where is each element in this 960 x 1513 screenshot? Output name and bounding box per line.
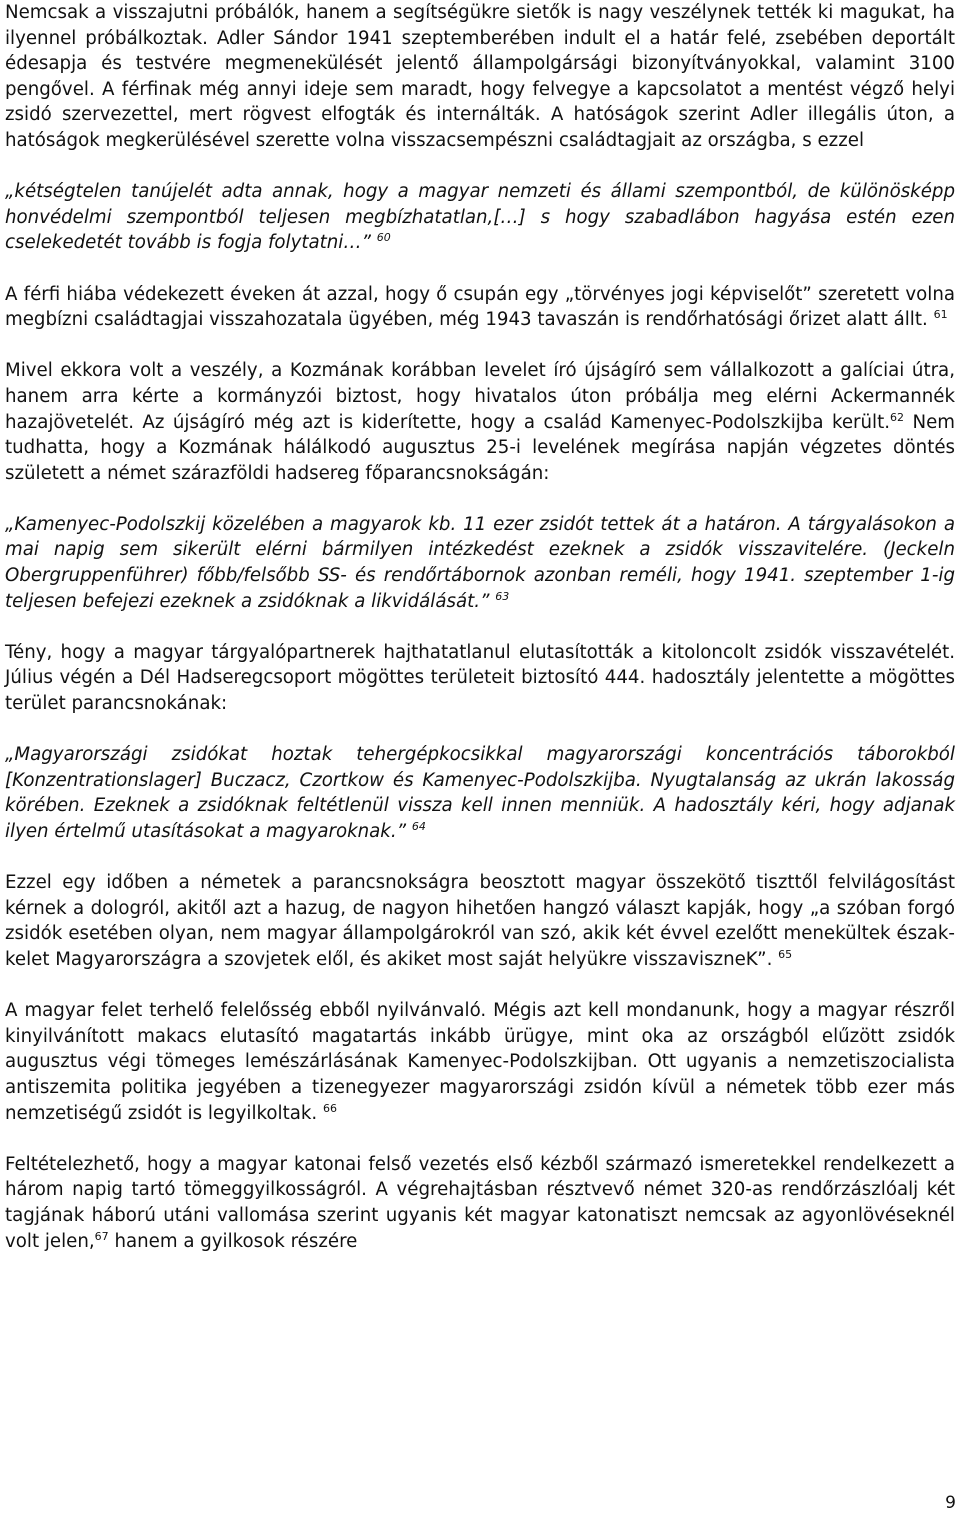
quote-2: [5, 512, 955, 614]
paragraph-text: A férfi hiába védekezett éveken át azzal, hogy ő csupán egy „törvényes jogi képviselőt” szeretett volna megbízni családtagjai visszahozatala ügyében, még 1943 tavaszán is rendőrhatósági őrizet alatt állt.: [5, 283, 955, 331]
footnote-ref-64[interactable]: 64: [411, 820, 426, 833]
paragraph-4: [5, 640, 955, 717]
paragraph-text: Ezzel egy időben a németek a parancsnokságra beosztott magyar összekötő tiszttől felvilágosítást kérnek a dologról, akitől azt a hazug, de nagyon hihetően hangzó választ kapják, hogy „a szóban forgó zsidók esetében olyan, nem magyar állampolgárokról van szó, akik két évvel ezelőtt menekültek észak-kelet Magyarországra a szovjetek elől, és akiket most saját helyükre visszaviszneK”.: [5, 872, 955, 970]
footnote-ref-63[interactable]: 63: [495, 589, 510, 603]
document-page: [5, 0, 955, 1254]
footnote-ref-62[interactable]: 62: [890, 410, 905, 424]
paragraph-continuation: hanem a gyilkosok részére: [108, 1230, 358, 1252]
paragraph-text: Nemcsak a visszajutni próbálók, hanem a segítségükre sietők is nagy veszélynek tették ki magukat, ha ilyennel próbálkoztak. Adler Sándor 1941 szeptemberében indult el a határ felé, zsebében deportált édesapja és testvére megmenekülését jelentő állampolgársági bizonyítványokkal, valamint 3100 pengővel. A férfinak még annyi ideje sem maradt, hogy felvegye a kapcsolatot a mentést végző helyi zsidó szervezettel, mert rögvest elfogták és internálták. A hatóságok szerint Adler illegális úton, a hatóságok megkerülésével szerette volna visszacsempészni családtagjait az országba, s ezzel: [5, 2, 955, 151]
paragraph-text: Feltételezhető, hogy a magyar katonai felső vezetés első kézből származó ismeretekkel rendelkezett a három napig tartó tömeggyilkosságról. A végrehajtásban résztvevő német 320-as rendőrzászlóalj két tagjának háború utáni vallomása szerint ugyanis két magyar katonatiszt nemcsak az agyonlövéseknél volt jelen,: [5, 1153, 955, 1252]
quote-3: [5, 742, 955, 844]
quote-1: [5, 179, 955, 256]
paragraph-2: [5, 282, 955, 333]
paragraph-7: [5, 1152, 955, 1254]
paragraph-6: [5, 998, 955, 1126]
page-number: 9: [945, 1493, 956, 1513]
quote-text: „Kamenyec-Podolszkij közelében a magyarok kb. 11 ezer zsidót tettek át a határon. A tárgyalásokon a mai napig sem sikerült elérni bármilyen intézkedést ezeknek a zsidók visszavitelére. (Jeckeln Obergruppenführer) főbb/felsőbb SS- és rendőrtábornok azonban reméli, hogy 1941. szeptember 1-ig teljesen befejezi ezeknek a zsidóknak a likvidálását.”: [5, 513, 955, 612]
quote-text: „kétségtelen tanújelét adta annak, hogy a magyar nemzeti és állami szempontból, de különösképp honvédelmi szempontból teljesen megbízhatatlan,[…] s hogy szabadlábon hagyása estén ezen cselekedetét tovább is fogja folytatni…”: [5, 181, 955, 254]
footnote-ref-61[interactable]: 61: [933, 308, 948, 322]
paragraph-text: Tény, hogy a magyar tárgyalópartnerek hajthatatlanul elutasították a kitoloncolt zsidók visszavételét. Július végén a Dél Hadseregcsoport mögöttes területeit biztosító 444. hadosztály jelentette a mögöttes terület parancsnokának:: [5, 641, 955, 715]
footnote-ref-65[interactable]: 65: [778, 947, 793, 961]
footnote-ref-66[interactable]: 66: [322, 1101, 337, 1115]
paragraph-text: Mivel ekkora volt a veszély, a Kozmának korábban levelet író újságíró sem vállalkozott a galíciai útra, hanem arra kérte a kormányzói biztost, hogy hivatalos úton próbálja meg elérni Ackermannék hazajövetelét. Az újságíró még azt is kiderítette, hogy a család Kamenyec-Podolszkijba került.: [5, 360, 955, 433]
paragraph-5: [5, 870, 955, 972]
paragraph-3: [5, 358, 955, 486]
paragraph-text: A magyar felet terhelő felelősség ebből nyilvánvaló. Mégis azt kell mondanunk, hogy a magyar részről kinyilvánított makacs elutasító magatartás inkább ürügye, mint oka az országból elűzött zsidók augusztus végi tömeges lemészárlásának Kamenyec-Podolszkijban. Ott ugyanis a nemzetiszocialista antiszemita politika jegyében a tizenegyezer magyarországi zsidón kívül a németek több ezer más nemzetiségű zsidót is legyilkoltak.: [5, 1000, 955, 1124]
footnote-ref-67[interactable]: 67: [94, 1229, 109, 1243]
paragraph-1: [5, 0, 955, 154]
paragraph-continuation: Nem tudhatta, hogy a Kozmának hálálkodó augusztus 25-i levelének megírása napján végzetes döntés született a német szárazföldi hadsereg főparancsnokságán:: [5, 411, 955, 484]
quote-text: „Magyarországi zsidókat hoztak tehergépkocsikkal magyarországi koncentrációs táborokból [Konzentrationslager] Buczacz, Czortkow és Kamenyec-Podolszkijba. Nyugtalanság az ukrán lakosság körében. Ezeknek a zsidóknak feltétlenül vissza kell innen menniük. A hadosztály kéri, hogy adjanak ilyen értelmű utasításokat a magyaroknak.”: [5, 744, 955, 842]
footnote-ref-60[interactable]: 60: [376, 231, 391, 245]
